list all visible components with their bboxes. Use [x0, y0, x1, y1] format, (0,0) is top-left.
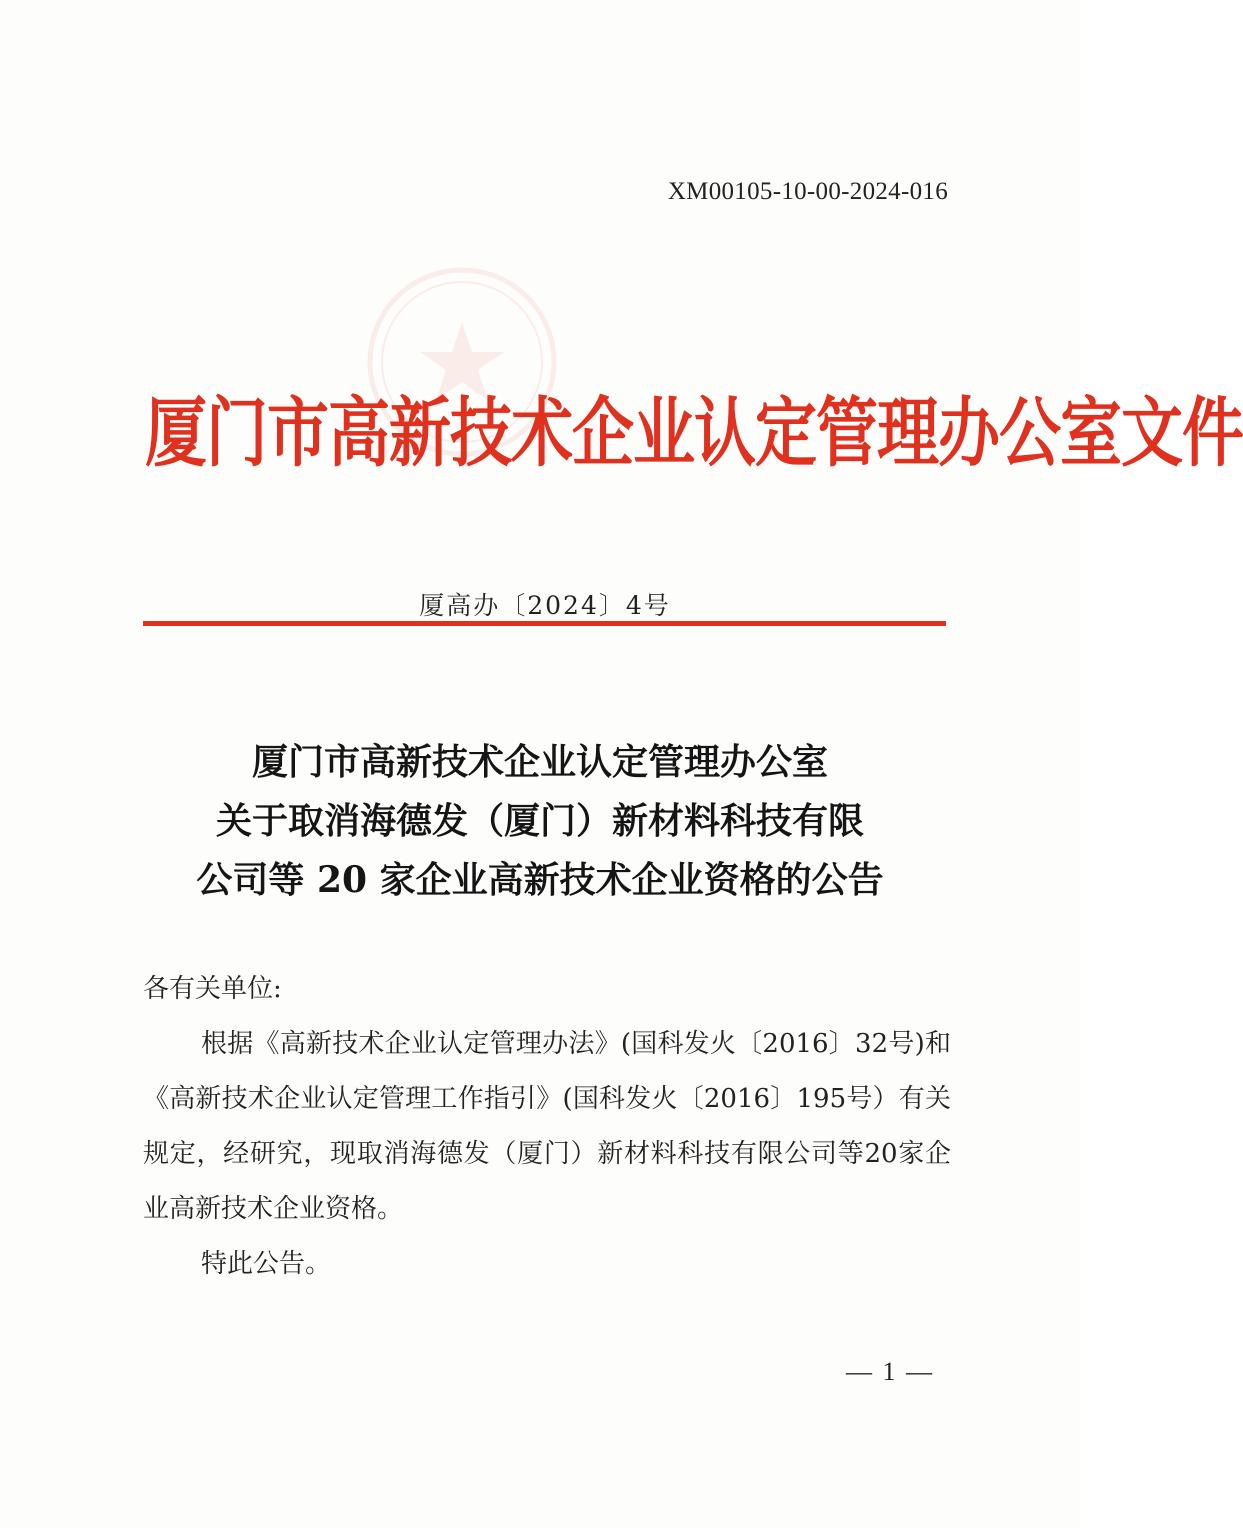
- title-line-1: 厦门市高新技术企业认定管理办公室: [251, 741, 828, 783]
- announcement-title: [0, 733, 1080, 910]
- document-code: XM00105-10-00-2024-016: [667, 178, 948, 205]
- title-line-2: 关于取消海德发（厦门）新材料科技有限: [215, 800, 864, 842]
- salutation: 各有关单位:: [143, 974, 282, 1004]
- title-line-3: 公司等 20 家企业高新技术企业资格的公告: [196, 859, 884, 901]
- document-number: 厦高办〔2024〕4号: [419, 591, 671, 620]
- announcement-body: [143, 962, 951, 1292]
- body-paragraph: 根据《高新技术企业认定管理办法》(国科发火〔2016〕32号)和《高新技术企业认定管理工作指引》(国科发火〔2016〕195号）有关规定，经研究，现取消海德发（厦门）新材料科技有限公司等20家企业高新技术企业资格。: [143, 1029, 951, 1224]
- closing-line: 特此公告。: [201, 1249, 332, 1279]
- red-divider: [143, 621, 946, 626]
- page-number: — 1 —: [846, 1357, 934, 1386]
- masthead-title: 厦门市高新技术企业认定管理办公室文件: [145, 388, 1243, 478]
